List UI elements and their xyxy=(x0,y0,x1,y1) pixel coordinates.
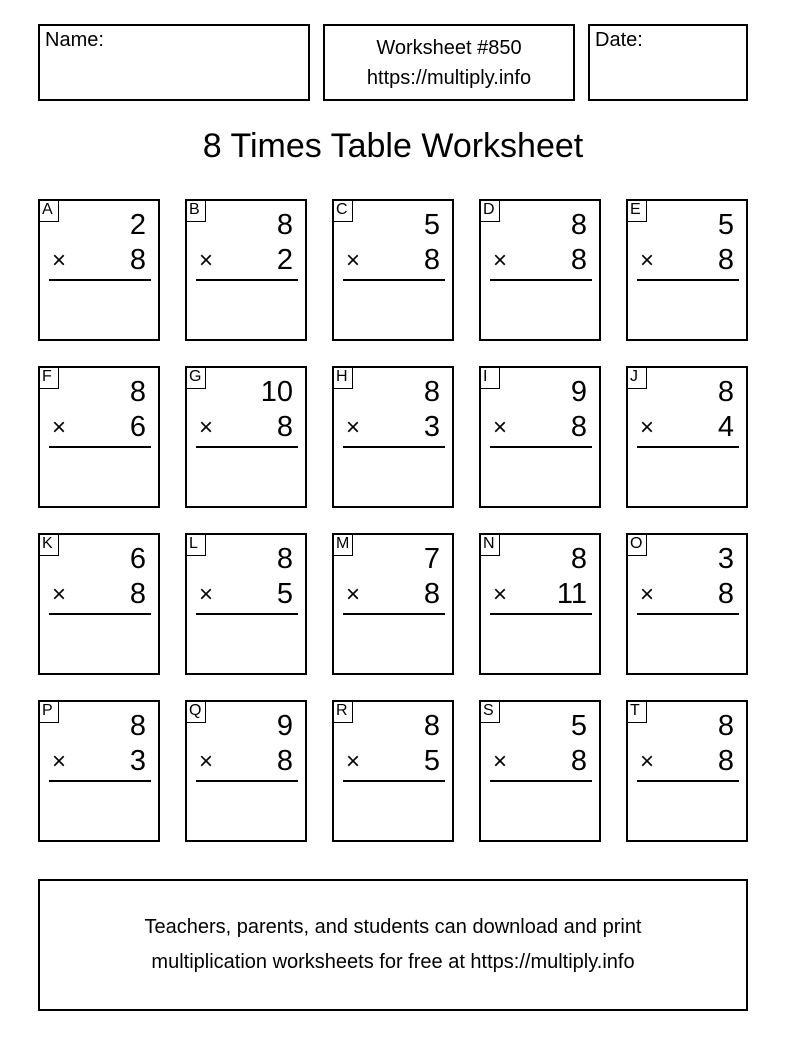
multiplicand: 10 xyxy=(260,376,293,408)
answer-line xyxy=(637,780,739,782)
multiplicand: 8 xyxy=(276,543,293,575)
multiplicand: 9 xyxy=(570,376,587,408)
problem-letter: T xyxy=(627,701,647,723)
problem-card[interactable] xyxy=(38,366,160,508)
problem-letter: E xyxy=(627,200,647,222)
multiplier: 8 xyxy=(129,578,146,610)
problem-letter: J xyxy=(627,367,647,389)
times-sign: × xyxy=(52,414,67,441)
problem-letter: Q xyxy=(186,701,206,723)
times-sign: × xyxy=(640,414,655,441)
multiplicand: 8 xyxy=(570,543,587,575)
problem-letter: S xyxy=(480,701,500,723)
problem-letter: M xyxy=(333,534,353,556)
problem-card[interactable] xyxy=(626,199,748,341)
problem-letter: B xyxy=(186,200,206,222)
times-sign: × xyxy=(199,247,214,274)
problem-card[interactable] xyxy=(185,199,307,341)
answer-line xyxy=(343,613,445,615)
problem-letter: A xyxy=(39,200,59,222)
multiplier: 6 xyxy=(129,411,146,443)
times-sign: × xyxy=(493,247,508,274)
multiplicand: 5 xyxy=(717,209,734,241)
multiplicand: 8 xyxy=(423,376,440,408)
answer-line xyxy=(637,613,739,615)
problem-letter: G xyxy=(186,367,206,389)
multiplier: 3 xyxy=(129,745,146,777)
multiplicand: 9 xyxy=(276,710,293,742)
multiplicand: 8 xyxy=(570,209,587,241)
problem-card[interactable] xyxy=(332,700,454,842)
times-sign: × xyxy=(640,748,655,775)
answer-line xyxy=(490,780,592,782)
multiplicand: 8 xyxy=(717,710,734,742)
problem-card[interactable] xyxy=(38,700,160,842)
times-sign: × xyxy=(640,581,655,608)
problem-letter: I xyxy=(480,367,500,389)
answer-line xyxy=(637,446,739,448)
multiplier: 5 xyxy=(423,745,440,777)
worksheet-number: Worksheet #850 xyxy=(376,37,522,59)
problem-card[interactable] xyxy=(38,533,160,675)
times-sign: × xyxy=(346,247,361,274)
problem-letter: K xyxy=(39,534,59,556)
multiplier: 5 xyxy=(276,578,293,610)
problem-card[interactable] xyxy=(479,199,601,341)
answer-line xyxy=(49,446,151,448)
problem-card[interactable] xyxy=(479,700,601,842)
date-label: Date: xyxy=(595,29,643,51)
problem-card[interactable] xyxy=(626,700,748,842)
problem-card[interactable] xyxy=(332,366,454,508)
name-label: Name: xyxy=(45,29,104,51)
multiplier: 8 xyxy=(717,244,734,276)
problem-card[interactable] xyxy=(332,533,454,675)
multiplicand: 5 xyxy=(570,710,587,742)
name-field[interactable] xyxy=(38,24,310,101)
multiplicand: 5 xyxy=(423,209,440,241)
answer-line xyxy=(490,279,592,281)
problem-card[interactable] xyxy=(626,533,748,675)
worksheet-info-box xyxy=(323,24,575,101)
problem-card[interactable] xyxy=(185,533,307,675)
multiplicand: 8 xyxy=(276,209,293,241)
answer-line xyxy=(196,780,298,782)
page-title: 8 Times Table Worksheet xyxy=(202,127,584,165)
multiplier: 2 xyxy=(276,244,293,276)
multiplier: 8 xyxy=(570,411,587,443)
problem-letter: L xyxy=(186,534,206,556)
times-sign: × xyxy=(493,748,508,775)
problem-card[interactable] xyxy=(185,700,307,842)
problem-letter: N xyxy=(480,534,500,556)
problem-card[interactable] xyxy=(479,366,601,508)
answer-line xyxy=(637,279,739,281)
problem-letter: R xyxy=(333,701,353,723)
footer-line-2: multiplication worksheets for free at https://multiply.info xyxy=(151,951,635,973)
multiplicand: 8 xyxy=(129,376,146,408)
multiplier: 8 xyxy=(570,745,587,777)
multiplicand: 8 xyxy=(129,710,146,742)
multiplier: 11 xyxy=(556,578,587,610)
multiplicand: 8 xyxy=(717,376,734,408)
times-sign: × xyxy=(199,414,214,441)
problem-card[interactable] xyxy=(38,199,160,341)
answer-line xyxy=(343,446,445,448)
multiplier: 8 xyxy=(276,411,293,443)
problem-card[interactable] xyxy=(185,366,307,508)
multiplicand: 2 xyxy=(129,209,146,241)
problem-card[interactable] xyxy=(479,533,601,675)
times-sign: × xyxy=(640,247,655,274)
answer-line xyxy=(49,279,151,281)
answer-line xyxy=(343,780,445,782)
answer-line xyxy=(490,613,592,615)
problem-letter: C xyxy=(333,200,353,222)
multiplier: 8 xyxy=(717,745,734,777)
problem-card[interactable] xyxy=(626,366,748,508)
problem-letter: F xyxy=(39,367,59,389)
multiplier: 4 xyxy=(717,411,734,443)
times-sign: × xyxy=(346,581,361,608)
times-sign: × xyxy=(52,581,67,608)
answer-line xyxy=(490,446,592,448)
times-sign: × xyxy=(52,748,67,775)
multiplier: 8 xyxy=(423,578,440,610)
problem-card[interactable] xyxy=(332,199,454,341)
footer-note xyxy=(38,879,748,1011)
problem-letter: P xyxy=(39,701,59,723)
multiplier: 8 xyxy=(717,578,734,610)
multiplier: 8 xyxy=(129,244,146,276)
answer-line xyxy=(196,279,298,281)
multiplicand: 7 xyxy=(423,543,440,575)
times-sign: × xyxy=(199,581,214,608)
multiplicand: 3 xyxy=(717,543,734,575)
problem-letter: H xyxy=(333,367,353,389)
times-sign: × xyxy=(52,247,67,274)
multiplier: 8 xyxy=(276,745,293,777)
times-sign: × xyxy=(493,414,508,441)
worksheet-url[interactable]: https://multiply.info xyxy=(366,67,532,89)
multiplier: 8 xyxy=(423,244,440,276)
times-sign: × xyxy=(346,748,361,775)
multiplier: 3 xyxy=(423,411,440,443)
multiplicand: 8 xyxy=(423,710,440,742)
answer-line xyxy=(196,613,298,615)
problem-letter: D xyxy=(480,200,500,222)
problem-letter: O xyxy=(627,534,647,556)
multiplicand: 6 xyxy=(129,543,146,575)
times-sign: × xyxy=(199,748,214,775)
footer-line-1: Teachers, parents, and students can download and print xyxy=(144,916,642,938)
times-sign: × xyxy=(346,414,361,441)
answer-line xyxy=(196,446,298,448)
date-field[interactable] xyxy=(588,24,748,101)
answer-line xyxy=(49,780,151,782)
times-sign: × xyxy=(493,581,508,608)
answer-line xyxy=(49,613,151,615)
answer-line xyxy=(343,279,445,281)
multiplier: 8 xyxy=(570,244,587,276)
